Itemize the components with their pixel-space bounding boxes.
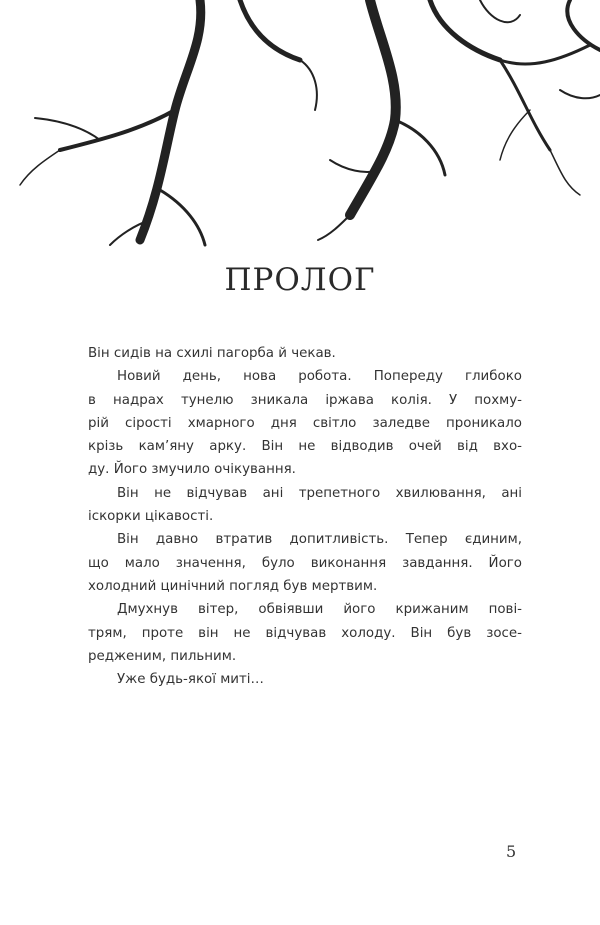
tree-roots-illustration <box>0 0 600 250</box>
text-line: Він не відчував ані трепетного хвилювання, ані <box>117 485 522 501</box>
chapter-title: ПРОЛОГ <box>224 262 376 298</box>
text-line: холодний цинічний погляд був мертвим. <box>88 578 378 594</box>
text-line: що мало значення, було виконання завдання. Його <box>88 555 522 571</box>
text-line: в надрах тунелю зникала іржава колія. У похму- <box>88 392 522 408</box>
text-line: трям, проте він не відчував холоду. Він був зосе- <box>88 625 522 641</box>
text-line: редженим, пильним. <box>88 648 237 664</box>
text-line: Він сидів на схилі пагорба й чекав. <box>88 346 336 361</box>
text-line: Дмухнув вітер, обвіявши його крижаним пові- <box>117 602 522 618</box>
text-line: Він давно втратив допитливість. Тепер єдиним, <box>117 532 522 548</box>
text-line: крізь кам’яну арку. Він не відводив очей від вхо- <box>88 439 522 455</box>
body-text <box>88 342 522 691</box>
text-line: Новий день, нова робота. Попереду глибоко <box>117 369 522 385</box>
text-line: рій сірості хмарного дня світло заледве проникало <box>88 415 522 431</box>
page-number: 5 <box>506 842 517 861</box>
text-line: іскорки цікавості. <box>88 509 214 525</box>
text-line: ду. Його змучило очікування. <box>88 462 296 478</box>
text-line: Уже будь-якої миті… <box>117 672 264 688</box>
